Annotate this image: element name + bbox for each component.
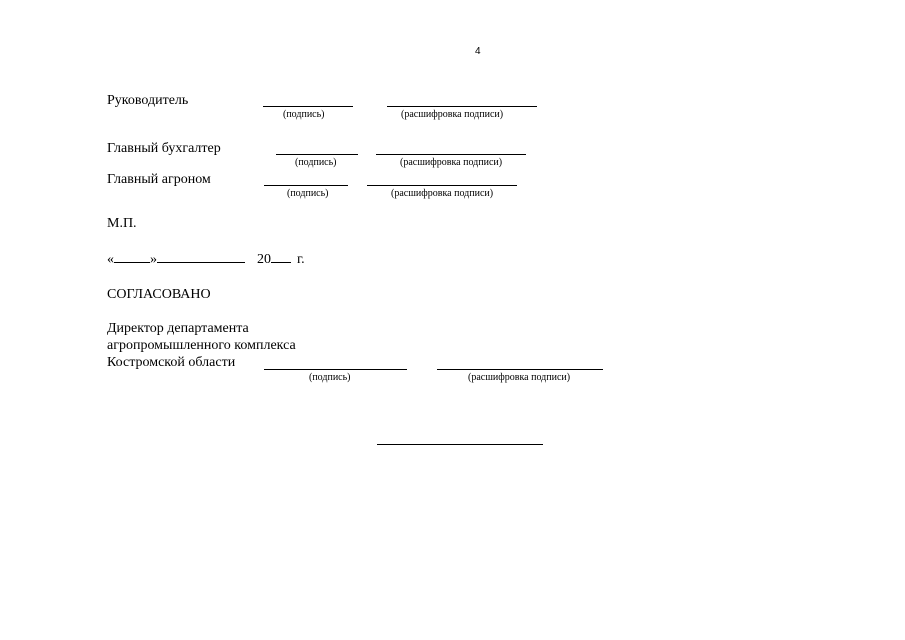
head-decode-line [387, 106, 537, 107]
date-month-blank [157, 262, 245, 263]
director-sign-caption: (подпись) [309, 372, 351, 383]
end-separator-line [377, 444, 543, 445]
page-number: 4 [475, 46, 481, 57]
date-open-quote: « [107, 252, 114, 267]
director-line-1: Директор департамента [107, 321, 249, 336]
chief-accountant-label: Главный бухгалтер [107, 141, 221, 156]
approval-heading: СОГЛАСОВАНО [107, 287, 211, 302]
date-day-blank [114, 262, 150, 263]
chief-accountant-sign-caption: (подпись) [295, 157, 337, 168]
head-sign-caption: (подпись) [283, 109, 325, 120]
chief-agronomist-sign-caption: (подпись) [287, 188, 329, 199]
director-line-3: Костромской области [107, 355, 236, 370]
chief-agronomist-label: Главный агроном [107, 172, 211, 187]
chief-agronomist-signature-line [264, 185, 348, 186]
head-decode-caption: (расшифровка подписи) [401, 109, 504, 120]
chief-agronomist-decode-line [367, 185, 517, 186]
director-line-2: агропромышленного комплекса [107, 338, 296, 353]
director-decode-caption: (расшифровка подписи) [468, 372, 571, 383]
date-year-prefix: 20 [257, 252, 271, 267]
chief-accountant-decode-caption: (расшифровка подписи) [400, 157, 503, 168]
date-close-quote: » [150, 252, 157, 267]
date-line [107, 252, 305, 268]
chief-accountant-decode-line [376, 154, 526, 155]
stamp-label: М.П. [107, 216, 137, 231]
chief-agronomist-decode-caption: (расшифровка подписи) [391, 188, 494, 199]
director-decode-line [437, 369, 603, 370]
date-year-suffix: г. [297, 252, 305, 267]
head-signature-line [263, 106, 353, 107]
director-signature-line [264, 369, 407, 370]
chief-accountant-signature-line [276, 154, 358, 155]
head-label: Руководитель [107, 93, 189, 108]
date-year-blank [271, 262, 291, 263]
